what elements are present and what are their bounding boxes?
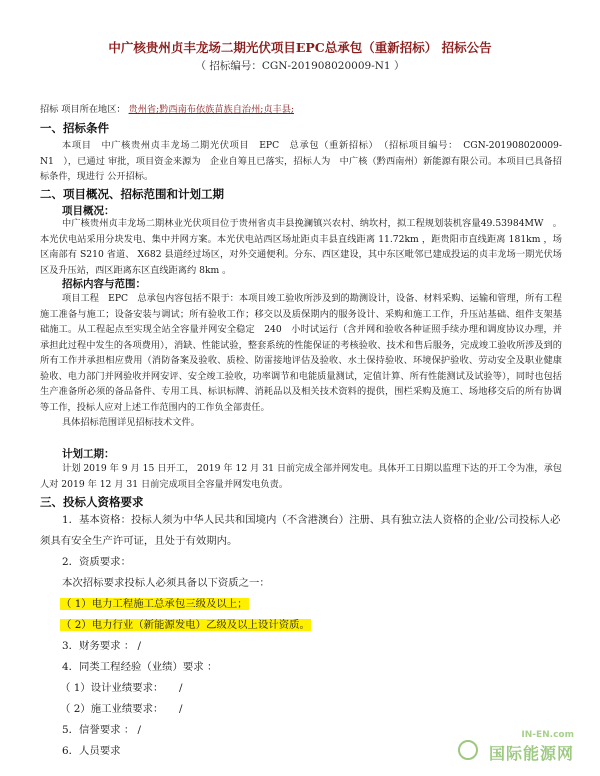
watermark-logo [448,730,578,764]
personnel-requirement: 6．人员要求 [62,745,121,757]
location-label: 招标 项目所在地区： [40,104,126,115]
scope-text: 项目工程 EPC 总承包内容包括不限于：本项目竣工验收所涉及到的勘测设计，设备、材料采购、运输和管理，所有工程施工准备与施工；设备安装与调试；所有验收工作；移交以及质保期内的服务设计、采购和施工工作，升压站基础、组件支架基础施工。从工程起点至实现全站全容量并网安全稳定 240 小时试运行（含并网和验收各种证照手续办理和调度协议办理，并承担此过程中发生的各项费用），消缺、性能试验，整套系统的性能保证的考核验收、技术和售后服务，完成竣工验收所涉及到的所有工作并承担相应费用（消防备案及验收、质检、防雷接地评估及验收、水土保持验收、环境保护验收、劳动安全及职业健康验收、电力部门并网验收并网安评、安全竣工验收，功率调节和电能质量测试，定值计算、所有性能测试及试验等），同时也包括生产准备所必须的备品备件、专用工具、标识标牌、消耗品以及相关技术资料的提供，围栏采购及施工、场地移交后的所有协调等工作，投标人应对上述工作范围内的工作负全部责任。 [40,293,562,413]
schedule-text: 计划 2019 年 9 月 15 日开工， 2019 年 12 月 31 日前完成全部并网发电。具体开工日期以监理下达的开工令为准，承包人对 2019 年 12 月 31 日前完成项目全容量并网发电负责。 [40,463,562,490]
schedule-heading: 计划工期： [62,448,115,460]
qualification-intro: 本次招标要求投标人必须具备以下资质之一： [62,577,270,589]
page-title: 中广核贵州贞丰龙场二期光伏项目EPC总承包（重新招标） 招标公告 [108,40,492,55]
scope-note: 具体招标范围详见招标技术文件。 [62,417,200,428]
basic-qualification: 1．基本资格：投标人须为中华人民共和国境内（不含港澳台）注册、具有独立法人资格的企业/公司投标人必须具有安全生产许可证，且处于有效期内。 [40,514,561,547]
section3-heading: 三、投标人资格要求 [40,495,144,509]
section3-body [40,510,562,762]
tender-number: （ 招标编号：CGN-201908020009-N1 ） [195,60,405,72]
overview-text: 中广核贵州贞丰龙场二期林业光伏项目位于贵州省贞丰县挽澜镇兴农村、纳坎村，拟工程规划装机容量49.53984MW 。本光伏电站采用分块发电、集中并网方案。本光伏电站西区场址距贞丰县直线距离 11.72km ，距贵阳市直线距离 181km ，场区南部有 S210 省道、 X682 县道经过场区，对外交通便利。分东、西区建设，其中东区毗邻已建成投运的贞丰龙场一期光伏场区及升压站，西区距离东区直线距离约 8km 。 [40,218,562,276]
scope-body [40,291,562,431]
section2-heading: 二、项目概况、招标范围和计划工期 [40,187,224,201]
credit-requirement: 5．信誉要求 ： / [62,724,142,736]
finance-requirement: 3．财务要求 ： / [62,640,142,652]
section1-body [40,138,562,185]
qualification-item-1: （ 1）电力工程施工总承包三级及以上； [61,598,248,610]
experience-requirement: 4．同类工程经验（业绩）要求 ： [62,661,218,673]
qualification-item-2: （ 2）电力行业（新能源发电）乙级及以上设计资质。 [61,619,310,631]
overview-heading: 项目概况： [62,205,115,217]
schedule-body [40,461,562,492]
location-value: 贵州省;黔西南布依族苗族自治州;贞丰县; [128,104,295,115]
scope-heading: 招标内容与范围： [62,278,146,290]
project-location-row [40,103,560,116]
qualification-heading: 2．资质要求： [62,556,131,568]
watermark-brand: 国际能源网 [488,744,574,763]
design-performance: （ 1）设计业绩要求： / [60,682,183,694]
section1-text: 本项目 中广核贵州贞丰龙场二期光伏项目 EPC 总承包（重新招标） （招标项目编号： CGN-201908020009-N1 ），已通过 审批，项目资金来源为 企业自筹且已落实，招标人为 中广核（黔西南州）新能源有限公司。本项目已具备招标条件，现进行 公开招标。 [40,140,562,182]
watermark-domain: IN-EN.com [521,730,574,740]
overview-body [40,216,562,278]
construction-performance: （ 2）施工业绩要求： / [60,703,183,715]
globe-icon [458,740,478,760]
section1-heading: 一、招标条件 [40,121,109,135]
